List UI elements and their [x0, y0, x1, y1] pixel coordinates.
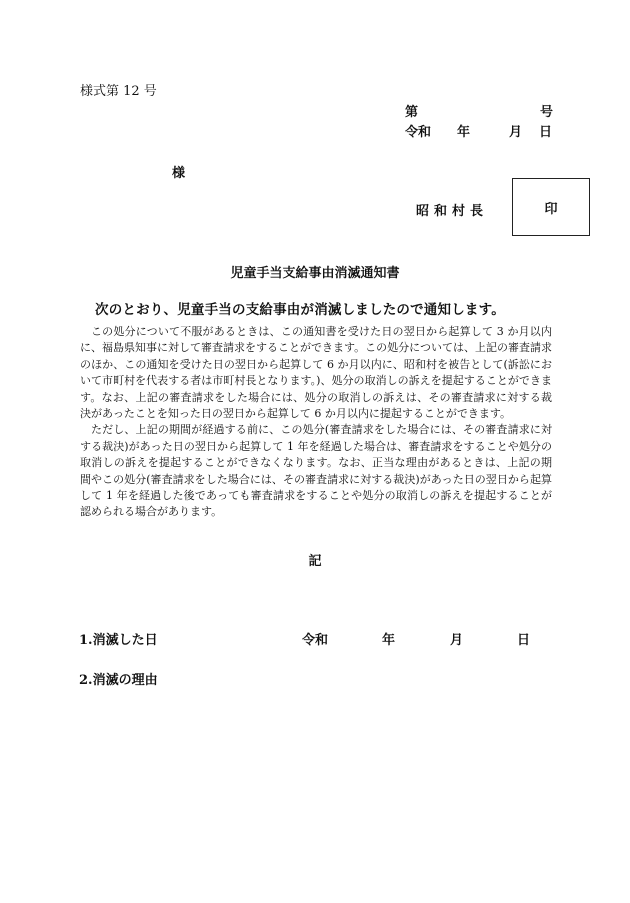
item1-month: 月 [450, 633, 464, 648]
item1-label: 1.消滅した日 [79, 633, 158, 648]
seal-label: 印 [544, 201, 558, 217]
sender-mayor: 昭和村長 [416, 204, 489, 219]
ki-heading: 記 [308, 554, 322, 569]
issue-date [405, 121, 552, 140]
issue-date-year: 年 [457, 125, 471, 140]
addressee-honorific: 様 [172, 166, 186, 181]
issue-date-month: 月 [509, 125, 523, 140]
item2-label: 2.消滅の理由 [79, 673, 158, 688]
document-number-suffix: 号 [540, 105, 554, 120]
seal-box [512, 178, 590, 236]
item1-year: 年 [382, 633, 396, 648]
document-number-prefix: 第 [405, 105, 419, 120]
lead-sentence: 次のとおり、児童手当の支給事由が消滅しましたので通知します。 [95, 302, 505, 318]
appeal-notice [80, 324, 552, 521]
issue-date-day: 日 [539, 125, 553, 140]
item1-day: 日 [517, 633, 531, 648]
appeal-paragraph-1: この処分について不服があるときは、この通知書を受けた日の翌日から起算して 3 か月以内に、福島県知事に対して審査請求をすることができます。この処分については、上記の審査請求のほか、この通知を受けた日の翌日から起算して 6 か月以内に、昭和村を被告として(訴訟において市町村を代表する者は市町村長となります。)、処分の取消しの訴えを提起することができます。なお、上記の審査請求をした場合には、処分の取消しの訴えは、その審査請求に対する裁決があったことを知った日の翌日から起算して 6 か月以内に提起することができます。 [80, 325, 552, 421]
issue-date-era: 令和 [405, 125, 432, 140]
form-number: 様式第 12 号 [80, 84, 157, 99]
document-title: 児童手当支給事由消滅通知書 [230, 266, 400, 281]
item1-era: 令和 [302, 633, 329, 648]
appeal-paragraph-2: ただし、上記の期間が経過する前に、この処分(審査請求をした場合には、その審査請求に対する裁決)があった日の翌日から起算して 1 年を経過した場合は、審査請求をすることや処分の取消しの訴えを提起することができなくなります。なお、正当な理由があるときは、上記の期間やこの処分(審査請求をした場合には、その審査請求に対する裁決)があった日の翌日から起算して 1 年を経過した後であっても審査請求をすることや処分の取消しの訴えを提起することが認められる場合があります。 [80, 423, 552, 519]
